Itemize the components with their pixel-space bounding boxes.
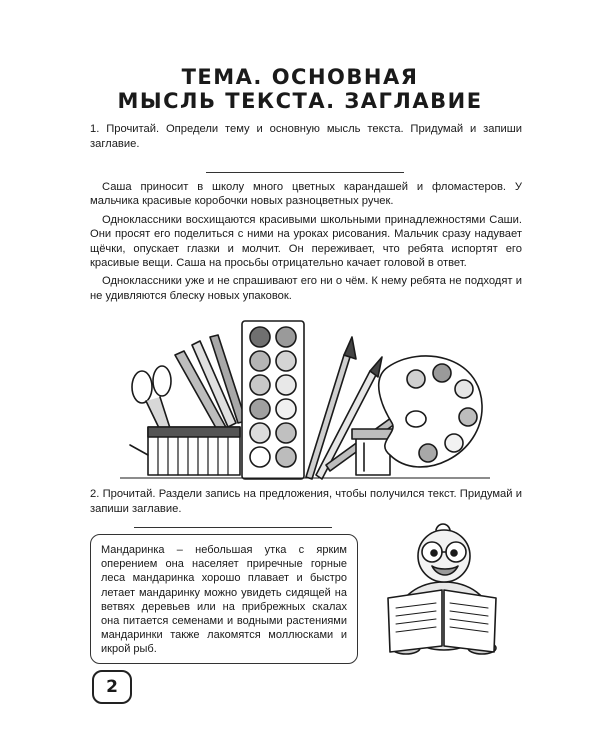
task-2-instruction: 2. Прочитай. Раздели запись на предложения, чтобы получился текст. Придумай и запиши заглавие. [90,488,522,515]
page-title-line-1: ТЕМА. ОСНОВНАЯ [181,65,419,89]
task-2-answer-line[interactable] [134,527,332,528]
duck-reading-illustration [378,520,508,660]
story-paragraph: Одноклассники уже и не спрашивают его ни о чём. К нему ребята не подходят и не удивляются блеску новых упаковок. [90,275,522,302]
open-book-icon [388,590,496,652]
art-supplies-illustration [120,315,490,485]
pencils-icon [175,335,246,435]
task-1-answer-line[interactable] [206,172,404,173]
page-title-line-2: МЫСЛЬ ТЕКСТА. ЗАГЛАВИЕ [117,89,483,113]
story-paragraph: Саша приносит в школу много цветных карандашей и фломастеров. У мальчика красивые коробочки новых разноцветных ручек. [90,181,522,208]
story-paragraph: Одноклассники восхищаются красивыми школьными принадлежностями Саши. Они просят его поделиться с ними на уроках рисования. Мальчик сразу надувает щёчки, опускает глазки и молчит. Он переживает, что ребята испортят его красивые вещи. Саша на просьбы отрицательно качает головой в ответ. [90,213,522,270]
task-2-text: Мандаринка – небольшая утка с ярким оперением она населяет приречные горные леса мандаринка хорошо плавает и быстро летает мандаринку можно увидеть сидящей на ветвях деревьев или на прибрежных скалах она питается семенами и водными растениями мандаринки также лакомятся моллюсками и икрой рыб. [101,544,347,656]
task-1-instruction: 1. Прочитай. Определи тему и основную мысль текста. Придумай и запиши заглавие. [90,123,522,150]
artist-palette-icon [379,356,482,467]
task-2-text-box [90,534,358,664]
watercolor-set-icon [242,321,304,479]
marker-box-icon [130,427,240,475]
task-1-story [90,180,522,307]
page-number: 2 [92,670,132,704]
